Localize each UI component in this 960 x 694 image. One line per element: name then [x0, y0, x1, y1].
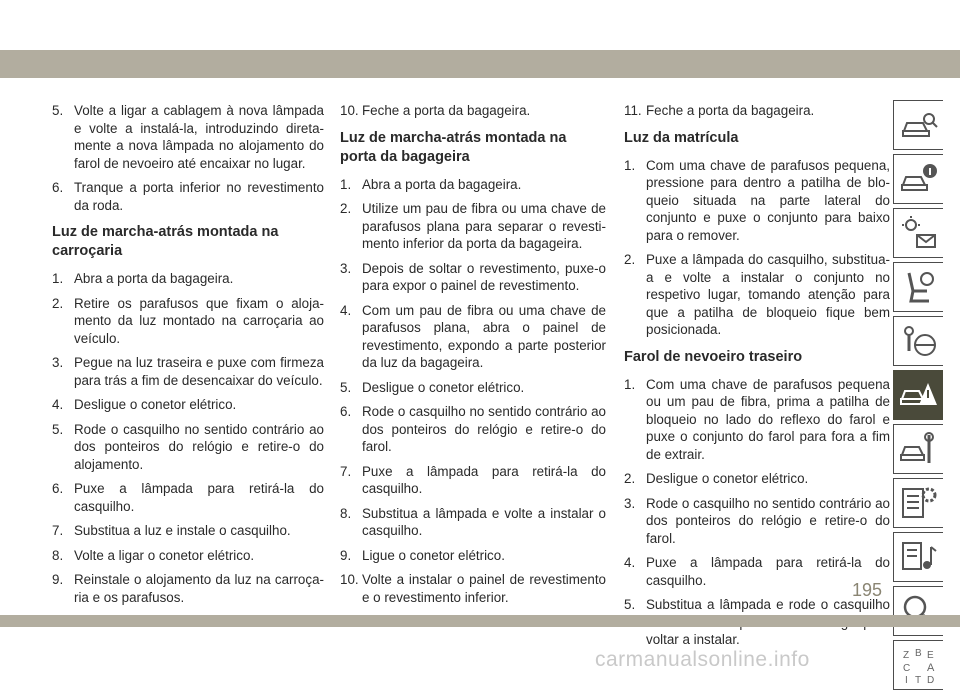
list-item: [340, 200, 606, 253]
list-item: [340, 176, 606, 194]
index-letter: E: [926, 650, 934, 661]
list-item: [340, 547, 606, 565]
list-item: [52, 102, 324, 172]
item-text: Abra a porta da bagageira.: [362, 176, 522, 192]
index-letter: D: [926, 675, 934, 685]
tab-index[interactable]: [893, 640, 943, 690]
item-text: Desligue o conetor elétrico.: [362, 379, 525, 395]
item-text: Pegue na luz traseira e puxe com firmeza para trás a fim de desencaixar do veículo.: [74, 355, 324, 388]
item-text: Volte a instalar o painel de revestimento e o revestimento inferior.: [362, 572, 606, 605]
tab-multimedia[interactable]: [893, 532, 943, 582]
section-heading: Farol de nevoeiro traseiro: [624, 348, 803, 365]
list-item: [340, 463, 606, 498]
item-text: Utilize um pau de fibra ou uma chave de parafusos plana para separar o revestimento inferior da porta da bagageira.: [362, 201, 606, 251]
list-item: [624, 470, 890, 488]
item-number: 8.: [52, 547, 64, 563]
item-number: 2.: [624, 471, 636, 486]
item-number: 9.: [340, 547, 352, 563]
item-text: Ligue o conetor elétrico.: [362, 547, 505, 563]
item-number: 5.: [52, 421, 64, 437]
item-text: Volte a ligar o conetor elétrico.: [74, 547, 255, 563]
list-item: [624, 376, 890, 464]
key-steering-wheel-icon: [899, 321, 939, 361]
list-item: [624, 157, 890, 245]
car-info-icon: [899, 159, 939, 199]
column-1: [52, 102, 324, 613]
list-item: [624, 554, 890, 589]
item-number: 5.: [52, 103, 64, 118]
specs-gear-icon: [899, 483, 939, 523]
item-number: 6.: [340, 404, 352, 419]
item-number: 8.: [340, 505, 352, 521]
item-text: Puxe a lâmpada para retirá-la do casquilho.: [646, 555, 890, 588]
item-text: Volte a ligar a cablagem à nova lâmpada e volte a instalá-la, introduzindo diretamente a nova lâmpada no alojamento do farol de nevoeiro até encaixar no lugar.: [74, 103, 324, 171]
item-number: 6.: [52, 481, 64, 496]
list-item: [340, 379, 606, 397]
item-number: 4.: [340, 302, 352, 318]
list-item: [52, 480, 324, 515]
item-text: Substitua a lâmpada e volte a instalar o casquilho.: [362, 505, 606, 538]
bottom-band: [0, 615, 960, 627]
list-item: [340, 302, 606, 372]
item-text: Tranque a porta inferior no revestimento da roda.: [74, 180, 324, 213]
item-text: Desligue o conetor elétrico.: [74, 397, 237, 412]
item-number: 5.: [340, 379, 352, 395]
item-text: Rode o casquilho no sentido contrário ao dos ponteiros do relógio e retire-o do farol.: [362, 404, 606, 454]
watermark: carmanualsonline.info: [595, 648, 810, 671]
item-number: 1.: [624, 157, 636, 173]
item-text: Desligue o conetor elétrico.: [646, 471, 809, 486]
car-search-icon: [899, 105, 939, 145]
tab-servicing-maintenance[interactable]: [893, 424, 943, 474]
tab-instrument-panel[interactable]: [893, 154, 943, 204]
item-number: 1.: [52, 271, 64, 286]
list-item: [340, 571, 606, 606]
item-text: Com um pau de fibra ou uma chave de parafusos plana, abra o painel de revestimento, expondo a parte posterior da luz da bagageira.: [362, 302, 606, 370]
item-number: 1.: [624, 376, 636, 392]
tab-customer-assistance[interactable]: [893, 586, 943, 636]
item-text: Com uma chave de parafusos pequena, pressione para dentro a patilha de bloqueio situada na parte lateral do conjunto e puxe o conjunto para baixo para o remover.: [646, 157, 890, 243]
item-number: 1.: [340, 176, 352, 192]
list-item: [52, 179, 324, 214]
item-number: 3.: [340, 260, 352, 276]
item-text: Feche a porta da bagageira.: [362, 103, 531, 118]
list-item: [624, 495, 890, 548]
item-text: Retire os parafusos que fixam o alojamento da luz montado na carroçaria ao veículo.: [74, 295, 324, 346]
list-item: [52, 295, 324, 348]
tab-in-case-of-emergency[interactable]: [893, 370, 943, 420]
list-item: [52, 421, 324, 474]
item-text: Feche a porta da bagageira.: [646, 103, 815, 118]
tab-warning-lights[interactable]: [893, 208, 943, 258]
top-band: [0, 50, 960, 78]
item-number: 4.: [52, 397, 64, 412]
item-text: Puxe a lâmpada do casquilho, substitua-a e volte a instalar o conjunto no respetivo lugar, tomando atenção para que a patilha de bloqueio fique bem posicionada.: [646, 252, 890, 337]
list-item: [52, 354, 324, 389]
list-item: [52, 547, 324, 565]
item-number: 7.: [340, 463, 352, 479]
tab-starting-operating[interactable]: [893, 316, 943, 366]
item-number: 2.: [52, 295, 64, 311]
warning-lights-message-icon: [899, 213, 939, 253]
alphabet-index-icon: [899, 645, 939, 685]
tab-technical-specifications[interactable]: [893, 478, 943, 528]
item-number: 11.: [624, 103, 642, 118]
list-item: [340, 403, 606, 456]
car-wrench-icon: [899, 429, 939, 469]
item-number: 6.: [52, 180, 64, 195]
list-item: [52, 571, 324, 606]
item-number: 2.: [340, 201, 352, 216]
item-text: Rode o casquilho no sentido contrário ao dos ponteiros do relógio e retire-o do farol.: [646, 495, 890, 546]
tab-getting-to-know-vehicle[interactable]: [893, 100, 943, 150]
list-item: [52, 522, 324, 540]
item-text: Depois de soltar o revestimento, puxe-o para expor o painel de revestimento.: [362, 260, 606, 293]
item-text: Com uma chave de parafusos pequena ou um pau de fibra, prima a patilha de bloqueio no lado do reflexo do farol e puxe o conjunto do farol para fora a fim de extrair.: [646, 376, 890, 462]
item-text: Puxe a lâmpada para retirá-la do casquilho.: [362, 463, 606, 496]
index-letter: C: [902, 663, 910, 674]
list-item: [624, 251, 890, 339]
column-2: [340, 102, 606, 613]
list-item: [624, 102, 890, 120]
item-number: 9.: [52, 572, 64, 587]
item-number: 2.: [624, 252, 636, 267]
section-heading: Luz da matrícula: [624, 129, 739, 146]
section-heading: Luz de marcha-atrás montada na carroçaria: [52, 224, 279, 259]
item-number: 4.: [624, 555, 636, 570]
item-text: Substitua a lâmpada e rode o casquilho voltar a instalar.: [646, 597, 890, 647]
item-text: Substitua a luz e instale o casquilho.: [74, 523, 291, 538]
index-letter: T: [914, 675, 921, 685]
airbag-seat-icon: [899, 267, 939, 307]
item-number: 5.: [624, 597, 636, 612]
index-letter: Z: [902, 650, 909, 661]
item-text: Reinstale o alojamento da luz na carroçaria e os parafusos.: [74, 572, 324, 605]
page-number: 195: [852, 580, 883, 600]
index-letter: A: [926, 662, 934, 674]
item-number: 3.: [52, 355, 64, 370]
chapter-tabs: [893, 100, 945, 694]
item-number: 10.: [340, 572, 359, 587]
list-item: [340, 102, 606, 120]
media-music-icon: [899, 537, 939, 577]
column-3: [624, 102, 890, 656]
item-text: Rode o casquilho no sentido contrário ao dos ponteiros do relógio e retire-o do alojamento.: [74, 421, 324, 472]
index-letter: I: [904, 675, 908, 685]
list-item: [52, 270, 324, 288]
item-number: 7.: [52, 523, 64, 538]
item-text: Puxe a lâmpada para retirá-la do casquilho.: [74, 481, 324, 514]
item-text: Abra a porta da bagageira.: [74, 271, 234, 286]
item-number: 3.: [624, 495, 636, 511]
index-letter: B: [914, 648, 922, 659]
section-heading: Luz de marcha-atrás montada na porta da bagageira: [340, 129, 567, 165]
list-item: [340, 260, 606, 295]
list-item: [52, 396, 324, 414]
list-item: [340, 505, 606, 540]
item-number: 10.: [340, 103, 359, 118]
car-warning-triangle-icon: [899, 375, 939, 415]
tab-safety[interactable]: [893, 262, 943, 312]
